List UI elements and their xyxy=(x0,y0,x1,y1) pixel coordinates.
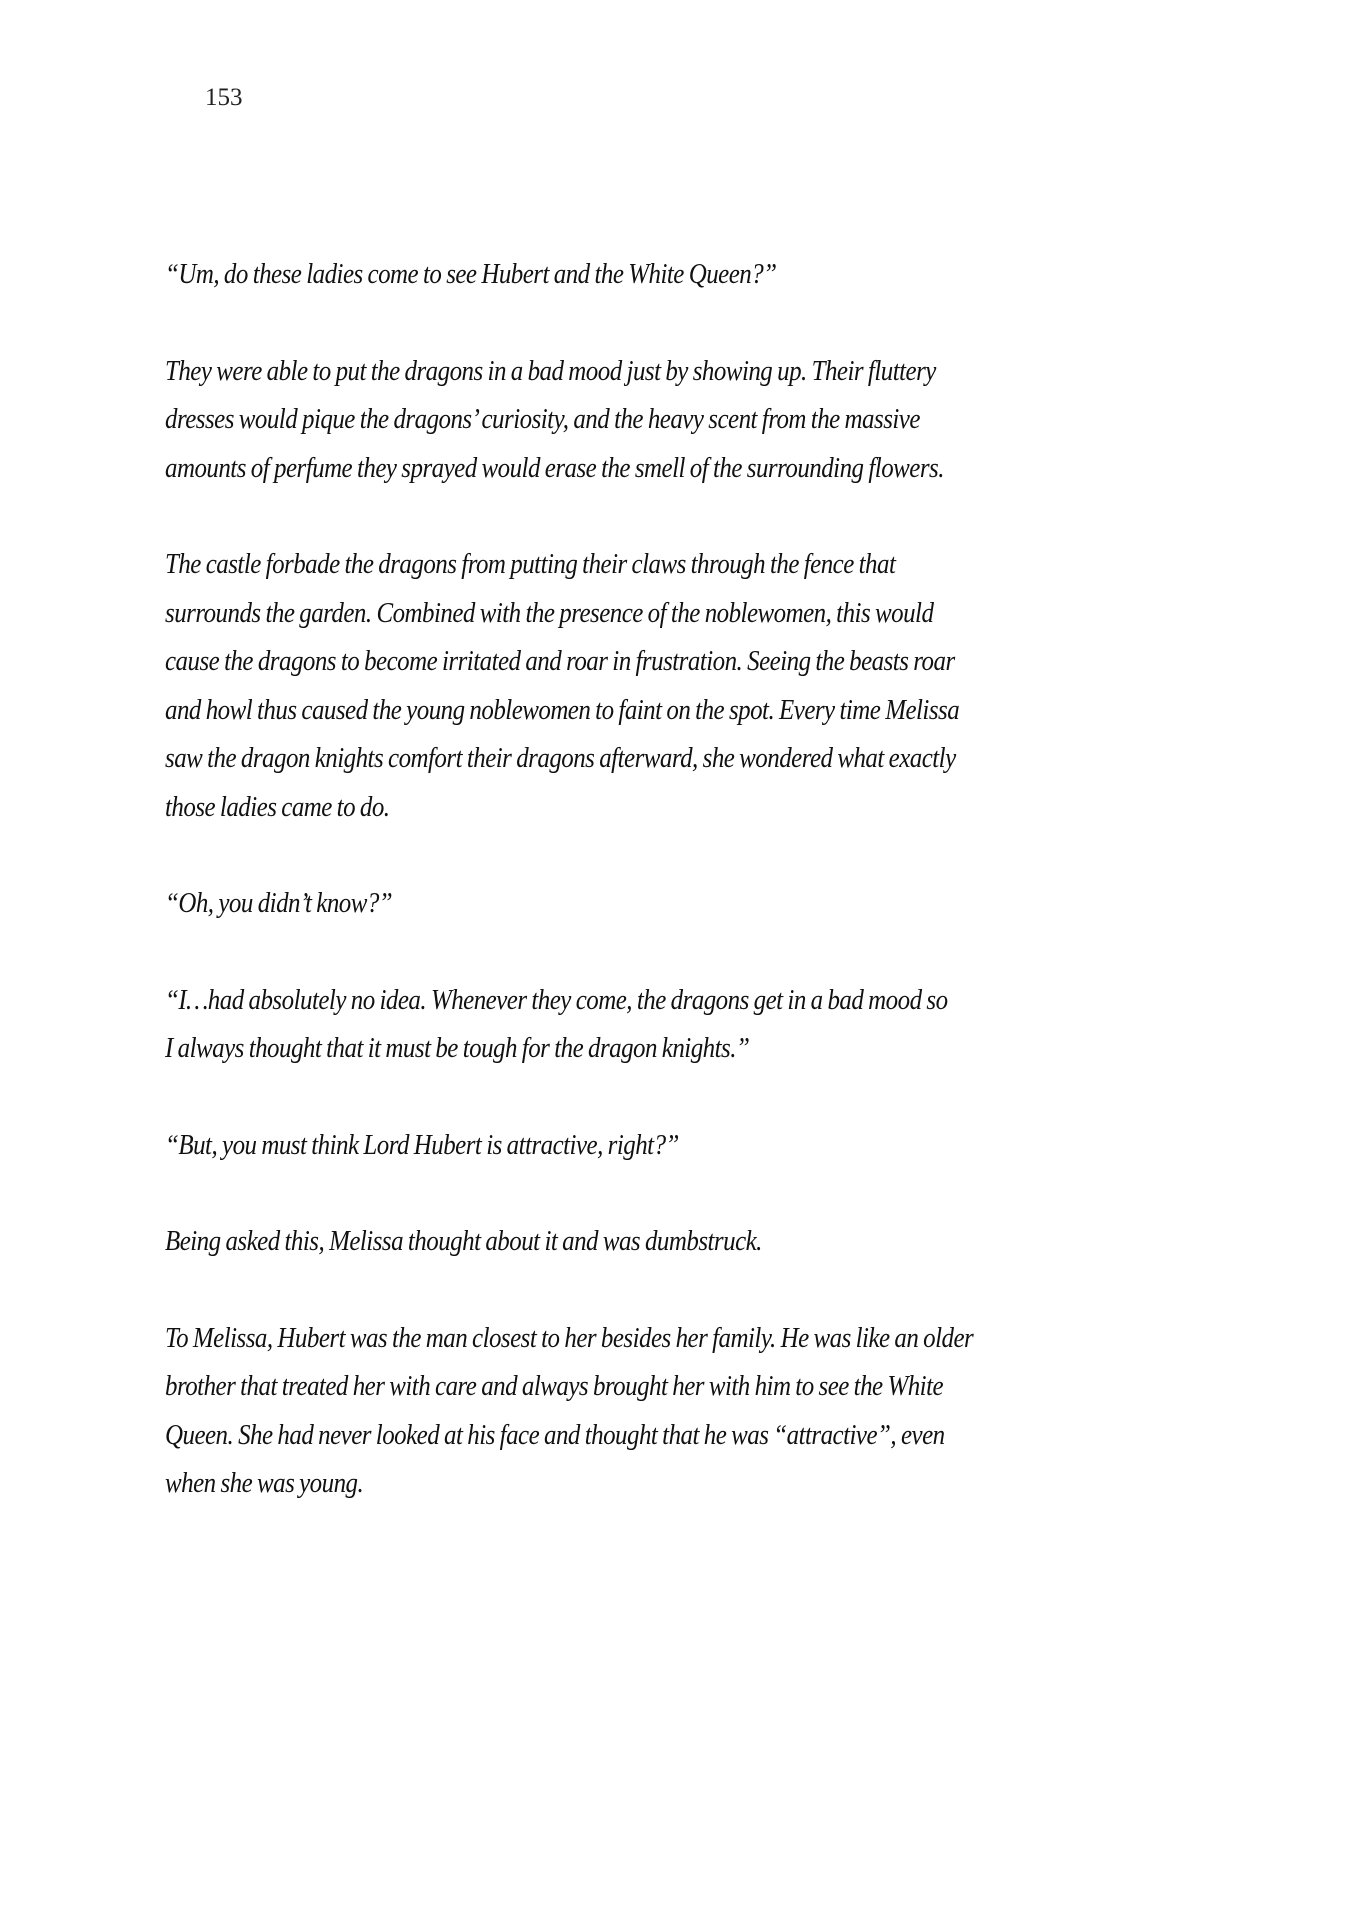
text-line: “I…had absolutely no idea. Whenever they come, the dragons get in a bad mood so xyxy=(165,983,948,1016)
text-line: those ladies came to do. xyxy=(165,790,390,823)
text-line: dresses would pique the dragons’ curiosity, and the heavy scent from the massive xyxy=(165,403,920,435)
text-line: “Oh, you didn’t know?” xyxy=(165,887,393,919)
text-line: when she was young. xyxy=(165,1467,364,1499)
paragraph-dumbstruck xyxy=(165,1217,1206,1266)
paragraph-dialogue-no-idea xyxy=(165,976,1206,1073)
text-line: and howl thus caused the young noblewomen to faint on the spot. Every time Melissa xyxy=(165,693,960,726)
page-body xyxy=(165,250,1205,1556)
text-line: saw the dragon knights comfort their dragons afterward, she wondered what exactly xyxy=(165,742,956,774)
text-line: The castle forbade the dragons from putting their claws through the fence that xyxy=(165,548,896,580)
paragraph-dialogue-um xyxy=(165,250,1206,299)
text-line: I always thought that it must be tough for the dragon knights.” xyxy=(165,1032,750,1064)
paragraph-dialogue-oh xyxy=(165,879,1206,928)
paragraph-bad-mood xyxy=(165,347,1206,493)
page-number: 153 xyxy=(205,84,243,111)
text-line: To Melissa, Hubert was the man closest to her besides her family. He was like an older xyxy=(165,1321,974,1354)
text-line: They were able to put the dragons in a bad mood just by showing up. Their fluttery xyxy=(165,354,936,387)
text-line: brother that treated her with care and always brought her with him to see the White xyxy=(165,1370,944,1402)
text-line: “Um, do these ladies come to see Hubert and the White Queen?” xyxy=(165,258,777,290)
text-line: amounts of perfume they sprayed would erase the smell of the surrounding flowers. xyxy=(165,451,944,484)
text-line: Queen. She had never looked at his face and thought that he was “attractive”, even xyxy=(165,1418,945,1451)
text-line: “But, you must think Lord Hubert is attractive, right?” xyxy=(165,1128,679,1161)
text-line: Being asked this, Melissa thought about it and was dumbstruck. xyxy=(165,1225,762,1257)
text-line: surrounds the garden. Combined with the presence of the noblewomen, this would xyxy=(165,596,934,629)
paragraph-to-melissa xyxy=(165,1314,1206,1508)
paragraph-castle-forbade xyxy=(165,540,1206,831)
text-line: cause the dragons to become irritated and roar in frustration. Seeing the beasts roar xyxy=(165,645,955,677)
paragraph-dialogue-attractive xyxy=(165,1121,1206,1170)
